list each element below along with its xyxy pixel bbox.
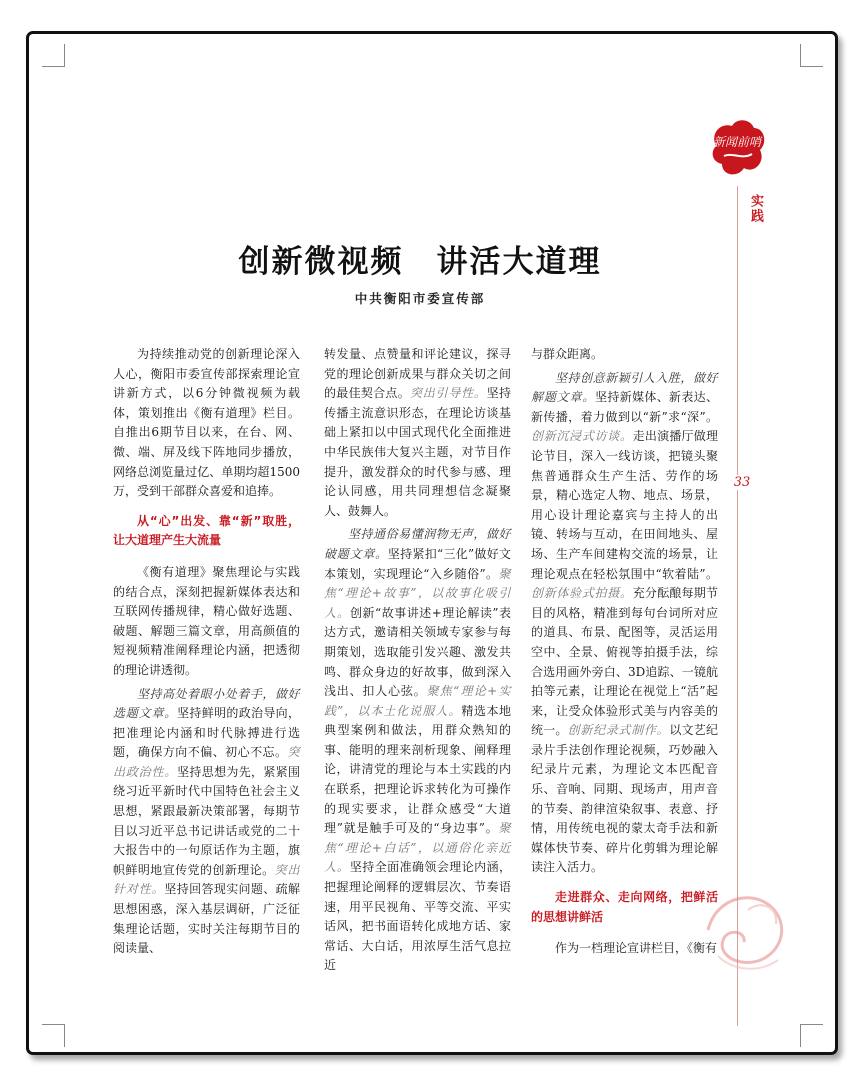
- paragraph: 《衡有道理》聚焦理论与实践的结合点，深刻把握新媒体表达和互联网传播规律，精心做好选题、破题、解题三篇文章，用高颜值的短视频精准阐释理论内涵，把透彻的理论讲透彻。: [113, 564, 300, 677]
- paragraph: 与群众距离。: [531, 347, 604, 361]
- text-column-2: [324, 345, 511, 980]
- page-number: 33: [730, 475, 754, 490]
- text-column-1: [113, 345, 300, 963]
- crop-mark-bottom-right: [800, 1024, 823, 1047]
- paragraph: 为持续推动党的创新理论深入人心，衡阳市委宣传部探索理论宣讲新方式，以6分钟微视频为载体，策划推出《衡有道理》栏目。自推出6期节目以来，在台、网、微、端、屏及线下阵地同步播放，网络总浏览量过亿、单期均超1500万，受到干部群众喜爱和追捧。: [113, 347, 300, 499]
- paragraph: 作为一档理论宣讲栏目，《衡有: [555, 941, 718, 956]
- lead-phrase: 坚持创意新颖引人入胜，做好解题文章。: [531, 370, 718, 405]
- emphasis-phrase: 突出政治性。: [113, 745, 300, 779]
- crop-mark-top-right: [800, 44, 823, 67]
- paragraph: 转发量、点赞量和评论建议，探寻党的理论创新成果与群众关切之间的最佳契合点。突出引导性。坚持传播主流意识形态，在理论访谈基础上紧扣以中国式现代化全面推进中华民族伟大复兴主题，对节目作提升，激发群众的时代参与感、理论认同感，用共同理想信念凝聚人、鼓舞人。: [324, 347, 511, 518]
- logo-text-top: 新闻前哨: [712, 135, 762, 149]
- emphasis-phrase: 突出引导性。: [409, 386, 487, 401]
- section-tag: 实践: [748, 194, 763, 224]
- crop-mark-bottom-left: [42, 1024, 65, 1047]
- emphasis-phrase: 创新体验式拍摄。: [531, 586, 633, 601]
- emphasis-phrase: 聚焦“理论+故事”，以故事化吸引人。: [324, 566, 511, 620]
- lead-phrase: 坚持通俗易懂润物无声，做好破题文章。: [324, 527, 511, 561]
- crop-mark-top-left: [42, 44, 65, 67]
- emphasis-phrase: 创新纪录式制作。: [567, 723, 670, 738]
- paragraph: 坚持创意新颖引人入胜，做好解题文章。坚持新媒体、新表达、新传播，着力做到以“新”求“深”。创新沉浸式访谈。走出演播厅做理论节目，深入一线访谈，把镜头聚焦普通群众生产生活、劳作的场景，精心选定人物、地点、场景，用心设计理论嘉宾与主持人的出镜、转场与互动，在田间地头、屋场、生产车间建构交流的场景，让理论观点在轻松氛围中“软着陆”。创新体验式拍摄。充分酝酿每期节目的风格，精准到每句台词所对应的道具、布景、配图等，灵活运用空中、全景、俯视等拍摄手法，综合选用画外旁白、3D追踪、一镜航拍等元素，让理论在视觉上“活”起来，让受众体验形式美与内容美的统一。创新纪录式制作。以文艺纪录片手法创作理论视频，巧妙融入纪录片元素，为理论文本匹配音乐、音响、同期、现场声，用声音的节奏、韵律渲染叙事、表意、抒情，用传统电视的蒙太奇手法和新媒体快节奏、碎片化剪辑为理论解读注入活力。: [531, 370, 718, 875]
- lead-phrase: 坚持高处着眼小处着手，做好选题文章。: [113, 686, 300, 721]
- paragraph: 坚持高处着眼小处着手，做好选题文章。坚持鲜明的政治导向，把准理论内涵和时代脉搏进行选题，确保方向不偏、初心不忘。突出政治性。坚持思想为先，紧紧围绕习近平新时代中国特色社会主义思想，紧跟最新决策部署，每期节目以习近平总书记讲话或党的二十大报告中的一句原话作为主题，旗帜鲜明地宣传党的创新理论。突出针对性。坚持回答现实问题、疏解思想困惑，深入基层调研，广泛征集理论话题，实时关注每期节目的阅读量、: [113, 686, 300, 956]
- article-title: 创新微视频 讲活大道理: [238, 244, 602, 280]
- section-heading: 走进群众、走向网络，把鲜活的思想讲鲜活: [531, 890, 718, 924]
- text-column-3: [531, 345, 718, 963]
- emphasis-phrase: 突出针对性。: [113, 862, 300, 897]
- section-heading: 从“心”出发、靠“新”取胜，让大道理产生大流量: [113, 513, 300, 548]
- article-byline: 中共衡阳市委宣传部: [354, 291, 486, 306]
- paragraph: 坚持通俗易懂润物无声，做好破题文章。坚持紧扣“三化”做好文本策划，实现理论“入乡随俗”。聚焦“理论+故事”，以故事化吸引人。创新“故事讲述+理论解读”表达方式，邀请相关领域专家参与每期策划，选取能引发兴趣、激发共鸣、群众身边的好故事，做到深入浅出、扣人心弦。聚焦“理论+实践”，以本土化说服人。精选本地典型案例和做法，用群众熟知的事、能明的理来剖析现象、阐释理论，讲清党的理论与本土实践的内在联系，把理论诉求转化为可操作的现实要求，让群众感受“大道理”就是触手可及的“身边事”。聚焦“理论+白话”，以通俗化亲近人。坚持全面准确领会理论内涵，把握理论阐释的逻辑层次、节奏语速，用平民视角、平等交流、平实话风，把书面语转化成地方话、家常话、大白话，用浓厚生活气息拉近: [324, 527, 511, 973]
- emphasis-phrase: 创新沉浸式访谈。: [531, 429, 633, 444]
- magazine-logo-icon: [706, 116, 768, 180]
- emphasis-phrase: 聚焦“理论+实践”，以本土化说服人。: [324, 684, 511, 718]
- emphasis-phrase: 聚焦“理论+白话”，以通俗化亲近人。: [324, 821, 511, 875]
